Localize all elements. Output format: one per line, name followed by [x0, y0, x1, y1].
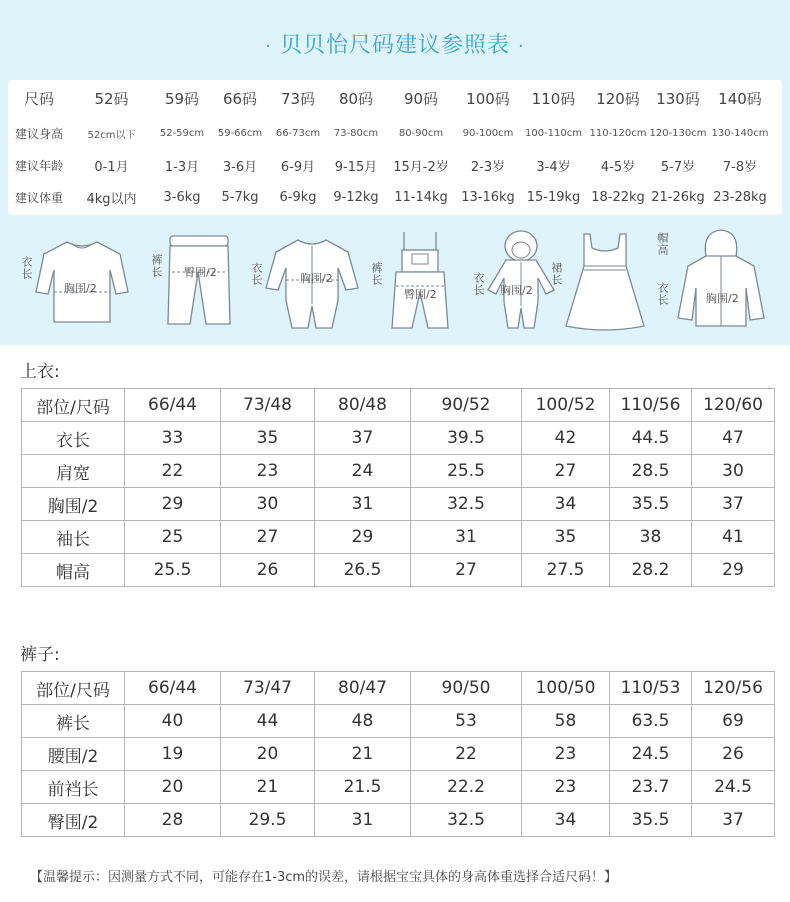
size-cell: 140码 — [718, 90, 762, 108]
header-size-cell: 66/44 — [125, 672, 221, 705]
table-row — [22, 705, 775, 738]
size-cell: 52cm以下 — [87, 129, 136, 141]
tops-measurement-table — [21, 388, 775, 587]
title-dot-right: · — [518, 36, 525, 57]
size-cell: 120码 — [596, 90, 640, 108]
size-cell: 52-59cm — [159, 127, 205, 139]
value-cell: 26 — [692, 738, 775, 771]
size-cell: 0-1月 — [94, 159, 129, 175]
title-dot-left: · — [265, 36, 272, 57]
header-size-cell: 80/48 — [315, 389, 411, 422]
size-cell: 100-110cm — [524, 127, 583, 139]
size-cell: 11-14kg — [394, 189, 448, 205]
value-cell: 42 — [522, 422, 610, 455]
size-row — [8, 117, 782, 149]
header-panel — [0, 0, 790, 345]
size-cell: 3-6月 — [222, 159, 258, 175]
value-cell: 35 — [522, 521, 610, 554]
value-cell: 28.2 — [610, 554, 692, 587]
size-cell: 4-5岁 — [600, 159, 636, 175]
header-label-cell: 部位/尺码 — [22, 672, 125, 705]
size-cell: 110码 — [531, 90, 576, 108]
value-cell: 27 — [221, 521, 315, 554]
header-size-cell: 90/50 — [411, 672, 522, 705]
value-cell: 69 — [692, 705, 775, 738]
size-cell: 15月-2岁 — [393, 159, 449, 175]
side-label: 衣长 — [20, 256, 33, 280]
size-cell: 59码 — [164, 90, 200, 108]
size-cell: 66-73cm — [275, 127, 321, 139]
size-cell: 110-120cm — [589, 127, 647, 139]
header-size-cell: 66/44 — [125, 389, 221, 422]
value-cell: 38 — [610, 521, 692, 554]
size-cell: 52码 — [94, 90, 129, 108]
row-label-cell: 前裆长 — [22, 771, 125, 804]
value-cell: 44.5 — [610, 422, 692, 455]
value-cell: 23 — [522, 771, 610, 804]
size-cell: 23-28kg — [713, 189, 767, 205]
value-cell: 20 — [221, 738, 315, 771]
header-size-cell: 80/47 — [315, 672, 411, 705]
value-cell: 29 — [315, 521, 411, 554]
title-text: 贝贝怡尺码建议参照表 — [279, 33, 510, 58]
value-cell: 21.5 — [315, 771, 411, 804]
value-cell: 23 — [221, 455, 315, 488]
value-cell: 37 — [692, 488, 775, 521]
value-cell: 24.5 — [610, 738, 692, 771]
table-row — [22, 804, 775, 837]
size-cell: 120-130cm — [649, 127, 707, 139]
overalls-icon — [368, 226, 458, 336]
value-cell: 27 — [522, 455, 610, 488]
row-label-cell: 胸围/2 — [22, 488, 125, 521]
size-cell: 6-9kg — [279, 189, 317, 205]
size-cell: 18-22kg — [591, 189, 645, 205]
size-cell: 4kg以内 — [86, 191, 137, 207]
value-cell: 32.5 — [411, 804, 522, 837]
row-label-cell: 臀围/2 — [22, 804, 125, 837]
size-cell: 5-7kg — [221, 189, 259, 205]
size-cell: 15-19kg — [526, 189, 581, 205]
pants-icon — [148, 226, 238, 336]
value-cell: 39.5 — [411, 422, 522, 455]
value-cell: 24.5 — [692, 771, 775, 804]
hooded-romper-svg — [484, 228, 558, 332]
value-cell: 63.5 — [610, 705, 692, 738]
value-cell: 20 — [125, 771, 221, 804]
table-header-row — [22, 672, 775, 705]
value-cell: 22 — [411, 738, 522, 771]
value-cell: 41 — [692, 521, 775, 554]
value-cell: 25.5 — [125, 554, 221, 587]
body-label: 胸围/2 — [706, 292, 739, 305]
table-header-row — [22, 389, 775, 422]
size-cell: 3-6kg — [163, 189, 201, 205]
value-cell: 23 — [522, 738, 610, 771]
value-cell: 28 — [125, 804, 221, 837]
body-label: 臀围/2 — [404, 288, 437, 301]
side-label: 裤长 — [150, 254, 163, 278]
value-cell: 32.5 — [411, 488, 522, 521]
value-cell: 25 — [125, 521, 221, 554]
header-size-cell: 90/52 — [411, 389, 522, 422]
top-label: 帽高 — [656, 232, 669, 256]
value-cell: 47 — [692, 422, 775, 455]
value-cell: 35.5 — [610, 488, 692, 521]
row-label-cell: 衣长 — [22, 422, 125, 455]
size-cell: 90码 — [403, 90, 439, 108]
value-cell: 35.5 — [610, 804, 692, 837]
body-label: 胸围/2 — [300, 272, 333, 285]
value-cell: 26.5 — [315, 554, 411, 587]
value-cell: 30 — [692, 455, 775, 488]
row-label-cell: 裤长 — [22, 705, 125, 738]
overalls-svg — [382, 230, 458, 334]
size-row — [8, 80, 782, 117]
tops-section-title: 上衣: — [20, 362, 60, 382]
size-cell: 5-7岁 — [660, 159, 696, 175]
table-row — [22, 422, 775, 455]
size-cell: 80-90cm — [398, 127, 444, 139]
size-cell: 73-80cm — [333, 127, 379, 139]
value-cell: 23.7 — [610, 771, 692, 804]
value-cell: 24 — [315, 455, 411, 488]
side-label: 裙长 — [550, 262, 563, 286]
body-label: 胸围/2 — [64, 282, 97, 295]
value-cell: 31 — [411, 521, 522, 554]
size-row-label: 建议体重 — [14, 190, 63, 205]
value-cell: 35 — [221, 422, 315, 455]
size-cell: 7-8岁 — [722, 159, 758, 175]
value-cell: 22.2 — [411, 771, 522, 804]
size-cell: 90-100cm — [462, 127, 514, 139]
value-cell: 26 — [221, 554, 315, 587]
side-label: 裤长 — [370, 262, 383, 286]
size-cell: 73码 — [280, 90, 316, 108]
value-cell: 40 — [125, 705, 221, 738]
table-row — [22, 455, 775, 488]
size-cell: 21-26kg — [651, 189, 705, 205]
body-label: 胸围/2 — [500, 284, 533, 297]
value-cell: 27 — [411, 554, 522, 587]
row-label-cell: 腰围/2 — [22, 738, 125, 771]
header-size-cell: 100/52 — [522, 389, 610, 422]
garment-illustrations — [8, 226, 782, 336]
table-row — [22, 521, 775, 554]
size-cell: 66码 — [222, 90, 258, 108]
row-label-cell: 袖长 — [22, 521, 125, 554]
size-row-label: 建议身高 — [14, 126, 63, 141]
side-label: 衣长 — [472, 272, 485, 296]
value-cell: 34 — [522, 488, 610, 521]
side-label: 衣长 — [250, 262, 263, 286]
size-cell: 2-3岁 — [470, 159, 506, 175]
size-cell: 3-4岁 — [536, 159, 571, 175]
body-label: 臀围/2 — [184, 266, 217, 279]
header-size-cell: 120/56 — [692, 672, 775, 705]
pants-measurement-table — [21, 671, 775, 837]
value-cell: 48 — [315, 705, 411, 738]
size-cell: 1-3月 — [164, 159, 200, 175]
header-size-cell: 73/47 — [221, 672, 315, 705]
long-sleeve-top-icon — [18, 226, 128, 336]
value-cell: 37 — [315, 422, 411, 455]
table-row — [22, 738, 775, 771]
jacket-svg — [672, 226, 770, 332]
value-cell: 22 — [125, 455, 221, 488]
size-cell: 130-140cm — [711, 127, 769, 139]
value-cell: 21 — [315, 738, 411, 771]
size-cell: 13-16kg — [461, 189, 515, 205]
size-row-label: 尺码 — [23, 90, 54, 108]
hooded-romper-icon — [470, 226, 560, 336]
hooded-jacket-icon — [654, 226, 774, 336]
size-cell: 59-66cm — [217, 127, 263, 139]
size-cell: 6-9月 — [280, 159, 316, 175]
value-cell: 29 — [125, 488, 221, 521]
size-cell: 9-12kg — [333, 189, 379, 205]
size-cell: 100码 — [466, 90, 510, 108]
table-row — [22, 488, 775, 521]
value-cell: 58 — [522, 705, 610, 738]
header-size-cell: 100/50 — [522, 672, 610, 705]
header-size-cell: 120/60 — [692, 389, 775, 422]
value-cell: 37 — [692, 804, 775, 837]
size-cell: 9-15月 — [334, 159, 378, 175]
romper-icon — [248, 226, 358, 336]
size-row — [8, 181, 782, 213]
footer-tip: 【温馨提示：因测量方式不同，可能存在1-3cm的误差，请根据宝宝具体的身高体重选择合适尺码！】 — [30, 870, 618, 885]
value-cell: 19 — [125, 738, 221, 771]
header-size-cell: 110/56 — [610, 389, 692, 422]
table-row — [22, 771, 775, 804]
size-cell: 130码 — [656, 90, 700, 108]
row-label-cell: 帽高 — [22, 554, 125, 587]
size-recommendation-table — [8, 80, 782, 215]
row-label-cell: 肩宽 — [22, 455, 125, 488]
header-label-cell: 部位/尺码 — [22, 389, 125, 422]
value-cell: 28.5 — [610, 455, 692, 488]
pants-svg — [164, 232, 234, 332]
dress-icon — [548, 226, 648, 336]
size-row — [8, 149, 782, 181]
value-cell: 25.5 — [411, 455, 522, 488]
header-size-cell: 110/53 — [610, 672, 692, 705]
pants-section-title: 裤子: — [20, 645, 60, 665]
dress-svg — [562, 230, 648, 334]
size-cell: 80码 — [338, 90, 374, 108]
table-row — [22, 554, 775, 587]
value-cell: 53 — [411, 705, 522, 738]
value-cell: 34 — [522, 804, 610, 837]
value-cell: 31 — [315, 804, 411, 837]
value-cell: 44 — [221, 705, 315, 738]
value-cell: 29 — [692, 554, 775, 587]
value-cell: 33 — [125, 422, 221, 455]
value-cell: 27.5 — [522, 554, 610, 587]
value-cell: 30 — [221, 488, 315, 521]
value-cell: 31 — [315, 488, 411, 521]
size-row-label: 建议年龄 — [14, 158, 63, 173]
side-label: 衣长 — [656, 282, 669, 306]
value-cell: 21 — [221, 771, 315, 804]
value-cell: 29.5 — [221, 804, 315, 837]
header-size-cell: 73/48 — [221, 389, 315, 422]
page-title — [0, 28, 790, 59]
